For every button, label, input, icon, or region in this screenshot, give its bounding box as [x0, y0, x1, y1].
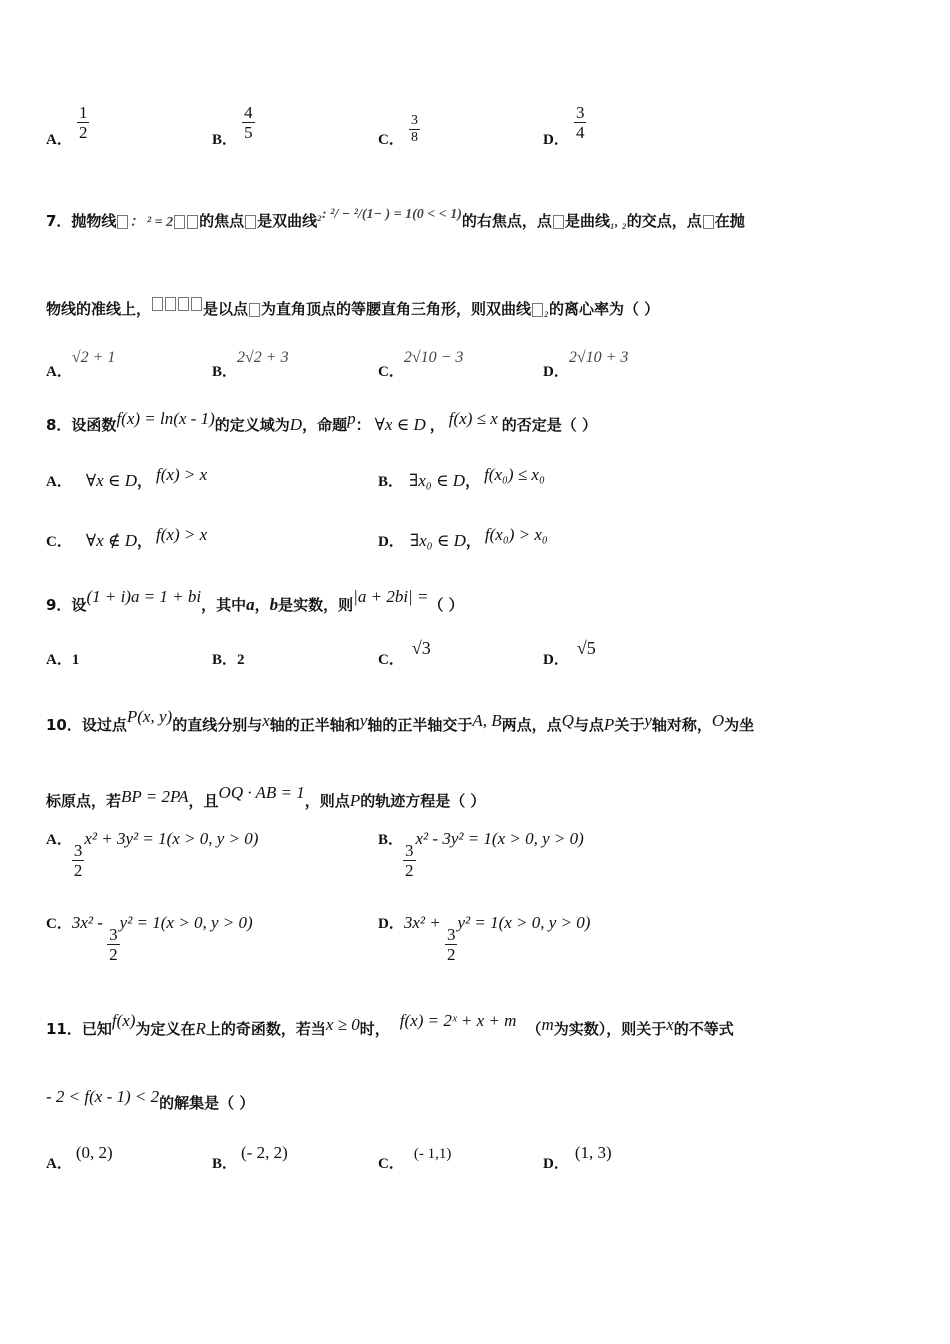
q11-option-b[interactable]: B．(- 2, 2) — [212, 1143, 288, 1172]
fraction: $\frac{3}{2}$ — [446, 925, 456, 964]
c2-expr: ₂ — [544, 303, 549, 318]
q9-option-a[interactable]: A．1 — [46, 652, 80, 668]
q7-stem-line2: 物线的准线上， 是以点 为直角顶点的等腰直角三角形，则双曲线 ₂的离心率为（ ） — [46, 298, 659, 319]
missing-glyph-icon — [152, 297, 163, 311]
fraction: $\frac{4}{5}$ — [244, 103, 253, 142]
fraction: $\frac{1}{2}$ — [78, 103, 88, 142]
option-letter: B． — [212, 132, 238, 148]
missing-glyph-icon — [532, 303, 543, 317]
missing-glyph-icon — [165, 297, 176, 311]
q8-option-d[interactable]: D． ∃x₀ ∈ D， f(x₀) > x₀ — [378, 525, 548, 550]
curves-expr: ₁, ₂ — [609, 215, 627, 230]
parabola-expr: ： ² = 2 — [129, 215, 174, 230]
missing-glyph-icon — [703, 215, 714, 229]
q10-option-d[interactable]: D．3x² + $\frac{3}{2}$ y² = 1(x > 0, y > 0) — [378, 913, 591, 964]
fraction: $\frac{3}{2}$ — [405, 841, 414, 880]
missing-glyph-icon — [187, 215, 198, 229]
q11-option-d[interactable]: D．(1, 3) — [543, 1143, 612, 1172]
q9-option-b[interactable]: B．2 — [212, 652, 245, 668]
fraction: $\frac{3}{4}$ — [575, 103, 585, 142]
q10-stem-line1: 10．设过点P(x, y)的直线分别与x轴的正半轴和y轴的正半轴交于A, B两点，点Q与点P关于y轴对称，O为坐 — [46, 707, 755, 734]
q8-option-c[interactable]: C． ∀x ∉ D， f(x) > x — [46, 525, 208, 550]
option-letter: D． — [543, 132, 569, 148]
missing-glyph-icon — [117, 215, 128, 229]
q6-option-a[interactable] — [46, 102, 89, 148]
missing-glyph-icon — [174, 215, 185, 229]
q10-option-b[interactable]: B． $\frac{3}{2}$ x² - 3y² = 1(x > 0, y > 0) — [378, 829, 584, 880]
fraction: $\frac{3}{8}$ — [410, 113, 418, 145]
fraction: $\frac{3}{2}$ — [73, 841, 83, 880]
q8-option-b[interactable]: B． ∃x₀ ∈ D， f(x₀) ≤ x₀ — [378, 465, 545, 490]
triangle-name — [151, 294, 203, 312]
q10-option-a[interactable]: A． $\frac{3}{2}$ x² + 3y² = 1(x > 0, y > 0) — [46, 829, 259, 880]
hyperbola-expr: ₂: ²/ − ²/(1− ) = 1(0 < < 1) — [317, 207, 462, 222]
q11-option-a[interactable]: A．(0, 2) — [46, 1143, 113, 1172]
q7-option-d[interactable]: D．2√10 + 3 — [543, 349, 629, 380]
q7-stem-line1: 7．抛物线 ： ² = 2 的焦点 是双曲线₂: ²/ − ²/(1− ) = 1(0 < < 1)的右焦点，点 是曲线₁, ₂的交点，点 在抛 — [46, 207, 745, 230]
q7-option-b[interactable]: B．2√2 + 3 — [212, 349, 289, 380]
q9-option-c[interactable]: C．√3 — [378, 638, 431, 668]
option-letter: C． — [378, 132, 404, 148]
q6-option-b[interactable] — [212, 102, 255, 148]
q9-stem: 9．设(1 + i)a = 1 + bi，其中a，b是实数，则|a + 2bi| =（ ） — [46, 587, 464, 614]
q8-option-a[interactable]: A． ∀x ∈ D， f(x) > x — [46, 465, 208, 490]
q11-option-c[interactable]: C．(- 1,1) — [378, 1146, 452, 1172]
q10-stem-line2: 标原点，若BP = 2PA，且OQ · AB = 1，则点P的轨迹方程是（ ） — [46, 783, 486, 810]
q7-option-a[interactable]: A．√2 + 1 — [46, 349, 116, 380]
q8-stem: 8．设函数f(x) = ln(x - 1)的定义域为D，命题p： ∀x ∈ D ， f(x) ≤ x 的否定是（ ） — [46, 409, 597, 434]
q6-option-d[interactable] — [543, 102, 586, 148]
q6-option-c[interactable] — [378, 108, 420, 146]
missing-glyph-icon — [553, 215, 564, 229]
missing-glyph-icon — [249, 303, 260, 317]
q11-stem-line2: - 2 < f(x - 1) < 2的解集是（ ） — [46, 1087, 255, 1112]
missing-glyph-icon — [245, 215, 256, 229]
q10-option-c[interactable]: C．3x² - $\frac{3}{2}$ y² = 1(x > 0, y > 0) — [46, 913, 253, 964]
option-letter: A． — [46, 132, 72, 148]
missing-glyph-icon — [191, 297, 202, 311]
fraction: $\frac{3}{2}$ — [109, 925, 118, 964]
q9-option-d[interactable]: D．√5 — [543, 638, 596, 668]
missing-glyph-icon — [178, 297, 189, 311]
q11-stem-line1: 11．已知f(x)为定义在R上的奇函数，若当x ≥ 0时， f(x) = 2ˣ + x + m （m为实数），则关于x的不等式 — [46, 1011, 734, 1038]
q7-option-c[interactable]: C．2√10 − 3 — [378, 349, 464, 380]
